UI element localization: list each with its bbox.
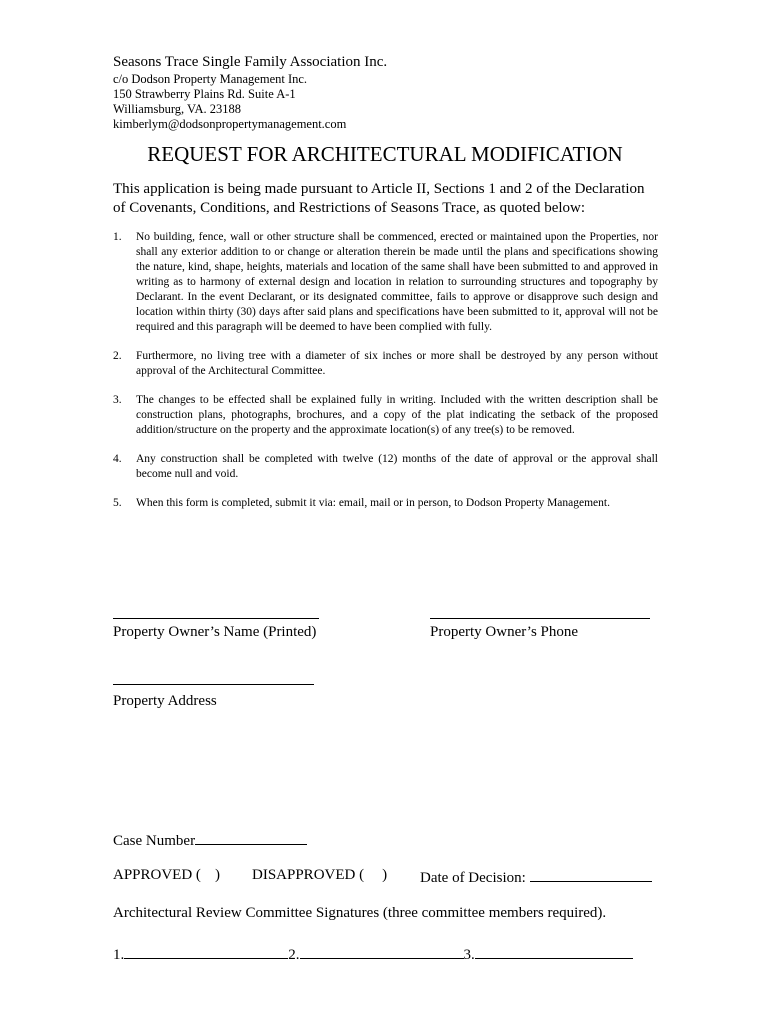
approved-field [113, 867, 220, 884]
organization-name: Seasons Trace Single Family Association Inc. [113, 54, 388, 70]
address-line: c/o Dodson Property Management Inc. [113, 72, 308, 86]
date-of-decision-field [420, 867, 652, 887]
conditions-list [113, 230, 658, 525]
approved-close-paren: ) [214, 867, 220, 883]
signatures-label: Architectural Review Committee Signatures (three committee members required). [113, 905, 607, 921]
list-item [113, 452, 658, 482]
list-item [113, 393, 658, 438]
item-text: When this form is completed, submit it via: email, mail or in person, to Dodson Property Management. [136, 497, 610, 509]
item-number: 5. [113, 497, 122, 509]
disapproved-close-paren: ) [382, 867, 388, 883]
item-number: 4. [113, 453, 122, 465]
address-line: 150 Strawberry Plains Rd. Suite A-1 [113, 87, 296, 101]
signature-row [113, 944, 633, 964]
item-text: The changes to be effected shall be explained fully in writing. Included with the written description shall be construction plans, photographs, brochures, and a copy of the plat indicating the setback of the proposed addition/structure on the property and the approximate location(s) of any tree(s) to be removed. [136, 394, 658, 436]
property-address-line[interactable] [113, 684, 314, 685]
case-number-field [113, 830, 307, 850]
signature-2-label: 2. [288, 947, 300, 963]
page-title: REQUEST FOR ARCHITECTURAL MODIFICATION [147, 142, 623, 166]
signature-3-label: 3. [463, 947, 475, 963]
signature-1-label: 1. [113, 947, 125, 963]
date-of-decision-label: Date of Decision: [420, 870, 526, 886]
email-address: kimberlym@dodsonpropertymanagement.com [113, 117, 347, 131]
list-item [113, 349, 658, 379]
owner-phone-label: Property Owner’s Phone [430, 624, 579, 640]
signature-2-line[interactable] [300, 944, 464, 959]
property-address-label: Property Address [113, 693, 217, 709]
case-number-input[interactable] [195, 830, 307, 845]
signature-3-line[interactable] [475, 944, 633, 959]
owner-name-label: Property Owner’s Name (Printed) [113, 624, 317, 640]
item-text: Furthermore, no living tree with a diameter of six inches or more shall be destroyed by any person without approval of the Architectural Committee. [136, 350, 658, 377]
approved-label: APPROVED ( [113, 867, 201, 883]
list-item [113, 230, 658, 335]
signature-1-line[interactable] [124, 944, 288, 959]
list-item [113, 496, 658, 511]
disapproved-label: DISAPPROVED ( [252, 867, 365, 883]
owner-phone-line[interactable] [430, 618, 650, 619]
address-line: Williamsburg, VA. 23188 [113, 102, 241, 116]
owner-name-line[interactable] [113, 618, 319, 619]
intro-paragraph: This application is being made pursuant to Article II, Sections 1 and 2 of the Declaration of Covenants, Conditions, and Restrictions of Seasons Trace, as quoted below: [113, 181, 645, 216]
disapproved-field [252, 867, 387, 884]
item-number: 3. [113, 394, 122, 406]
item-text: No building, fence, wall or other structure shall be commenced, erected or maintained upon the Properties, nor shall any exterior addition to or change or alteration therein be made until the plans and specifications showing the nature, kind, shape, heights, materials and location of the same shall have been submitted to and approved in writing as to harmony of external design and location in relation to surrounding structures and topography by Declarant. In the event Declarant, or its designated committee, fails to approve or disapprove such design and location within thirty (30) days after said plans and specifications have been submitted to it, approval will not be required and this paragraph will be deemed to have been complied with fully. [136, 231, 658, 333]
item-number: 1. [113, 231, 122, 243]
date-of-decision-input[interactable] [530, 867, 652, 882]
case-number-label: Case Number [113, 833, 196, 849]
item-number: 2. [113, 350, 122, 362]
item-text: Any construction shall be completed with twelve (12) months of the date of approval or the approval shall become null and void. [136, 453, 658, 480]
